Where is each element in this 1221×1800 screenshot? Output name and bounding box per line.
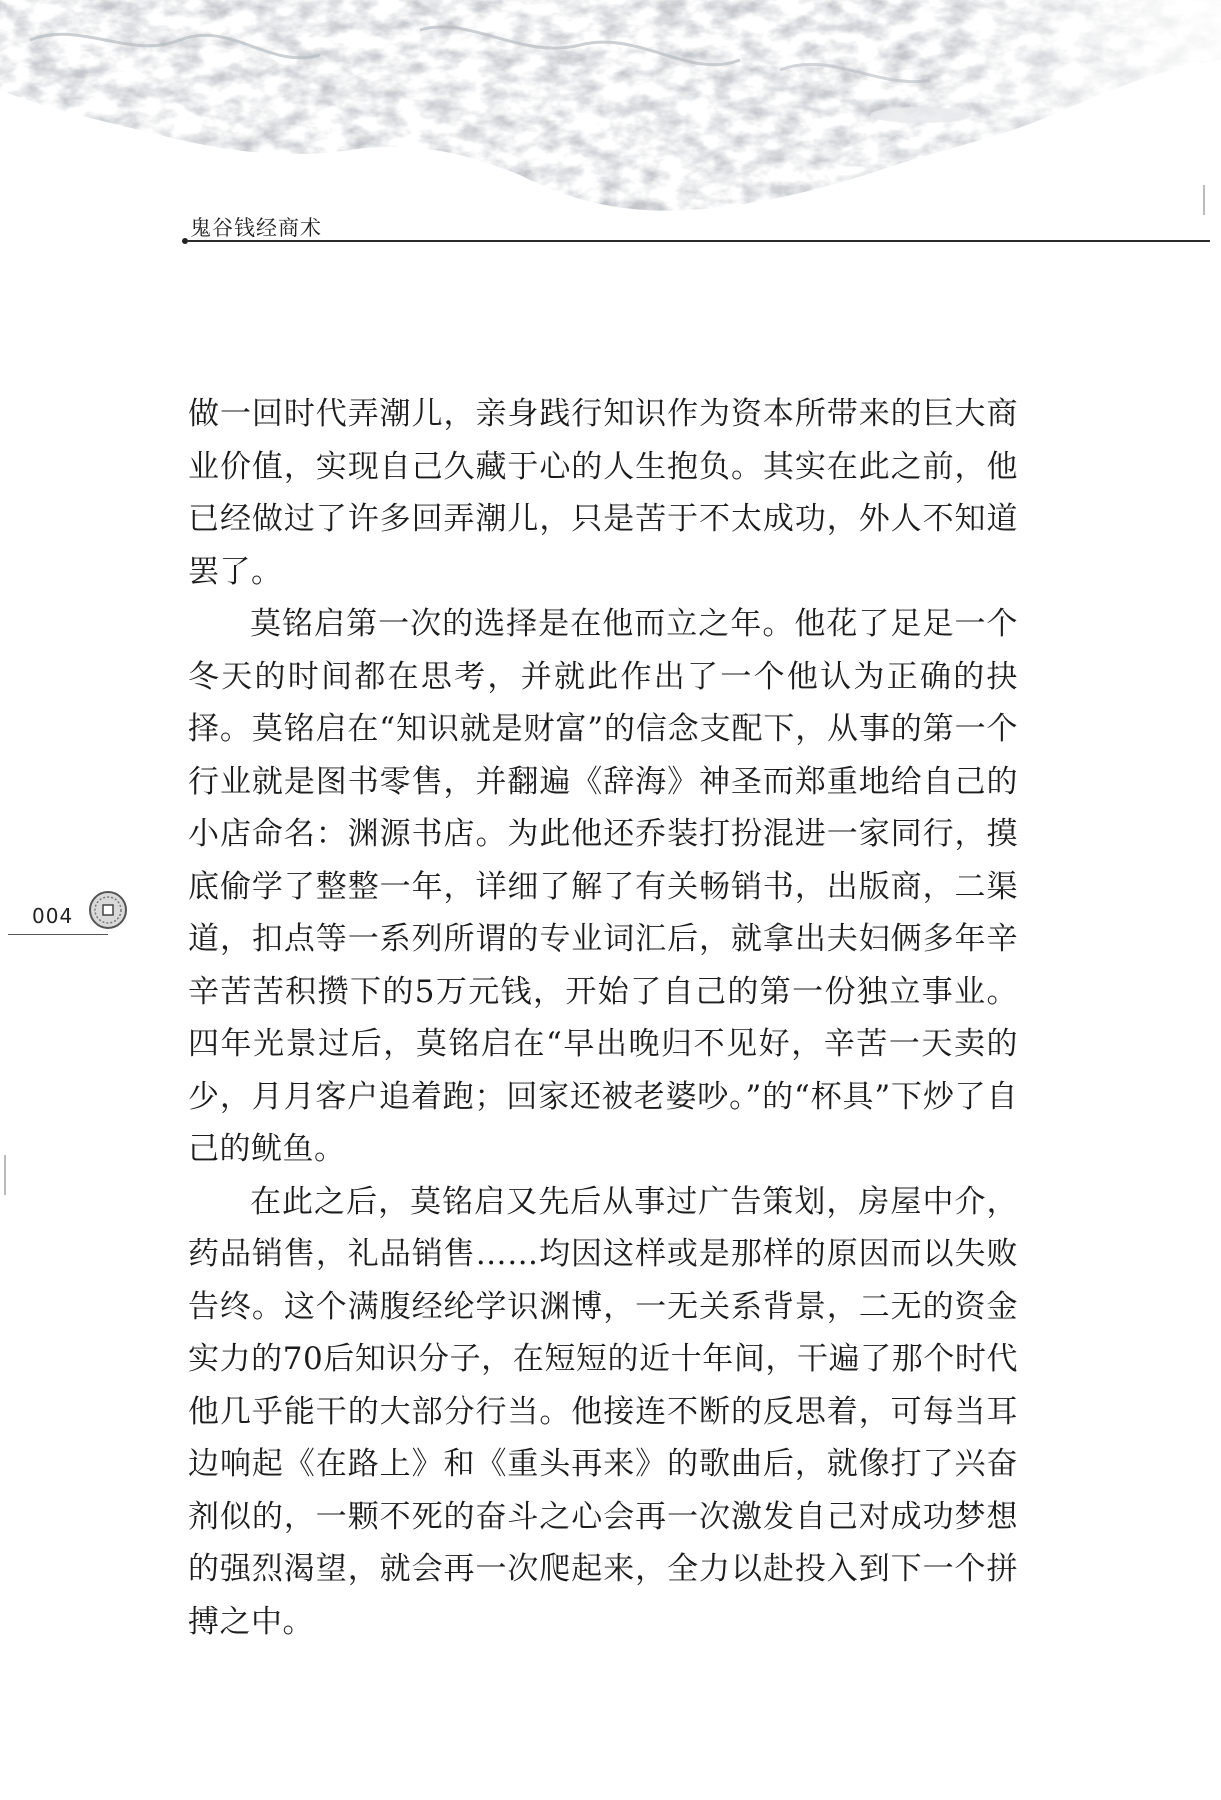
paragraph-2: 莫铭启第一次的选择是在他而立之年。他花了足足一个冬天的时间都在思考，并就此作出了一个他认为正确的抉择。莫铭启在“知识就是财富”的信念支配下，从事的第一个行业就是图书零售，并翻遍《辞海》神圣而郑重地给自己的小店命名：渊源书店。为此他还乔装打扮混进一家同行，摸底偷学了整整一年，详细了解了有关畅销书，出版商，二渠道，扣点等一系列所谓的专业词汇后，就拿出夫妇俩多年辛辛苦苦积攒下的5万元钱，开始了自己的第一份独立事业。四年光景过后，莫铭启在“早出晚归不见好，辛苦一天卖的少，月月客户追着跑；回家还被老婆吵。”的“杯具”下炒了自己的鱿鱼。 xyxy=(188,606,1018,1167)
page-number: 004 xyxy=(32,904,74,928)
running-head-rule xyxy=(188,240,1210,242)
running-head-book-title: 鬼谷钱经商术 xyxy=(190,216,322,240)
paragraph-1: 做一回时代弄潮儿，亲身践行知识作为资本所带来的巨大商业价值，实现自己久藏于心的人生抱负。其实在此之前，他已经做过了许多回弄潮儿，只是苦于不太成功，外人不知道罢了。 xyxy=(188,396,1018,590)
scan-artifact xyxy=(1203,185,1205,215)
header-cloud-decoration xyxy=(0,0,1221,230)
paragraph-3: 在此之后，莫铭启又先后从事过广告策划，房屋中介，药品销售，礼品销售……均因这样或是那样的原因而以失败告终。这个满腹经纶学识渊博，一无关系背景，二无的资金实力的70后知识分子，在短短的近十年间，干遍了那个时代他几乎能干的大部分行当。他接连不断的反思着，可每当耳边响起《在路上》和《重头再来》的歌曲后，就像打了兴奋剂似的，一颗不死的奋斗之心会再一次激发自己对成功梦想的强烈渴望，就会再一次爬起来，全力以赴投入到下一个拼搏之中。 xyxy=(188,1183,1018,1640)
page-number-rule xyxy=(8,934,108,935)
coin-icon xyxy=(88,890,128,930)
scan-artifact xyxy=(4,1155,6,1195)
body-text xyxy=(188,388,1018,1648)
